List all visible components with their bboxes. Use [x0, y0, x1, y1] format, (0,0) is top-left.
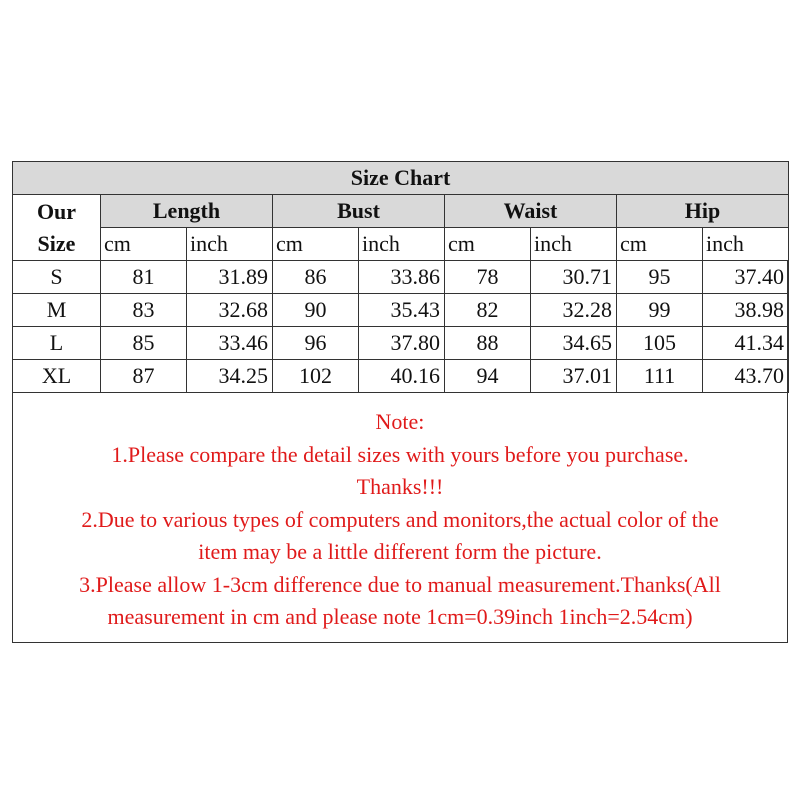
note-line: item may be a little different form the picture.	[198, 539, 602, 564]
note-heading: Note:	[375, 409, 425, 434]
unit-header-cm: cm	[273, 228, 359, 261]
hip-cm: 105	[617, 327, 703, 360]
unit-header-inch: inch	[359, 228, 445, 261]
unit-header-cm: cm	[617, 228, 703, 261]
group-header-waist: Waist	[445, 195, 617, 228]
size-label: M	[13, 294, 101, 327]
unit-header-cm: cm	[445, 228, 531, 261]
unit-header-inch: inch	[703, 228, 789, 261]
unit-header-inch: inch	[531, 228, 617, 261]
unit-header-inch: inch	[187, 228, 273, 261]
our-size-line-1: Our	[36, 198, 77, 224]
waist-cm: 82	[445, 294, 531, 327]
table-row	[13, 294, 789, 327]
length-inch: 32.68	[187, 294, 273, 327]
our-size-header	[13, 195, 101, 261]
length-inch: 31.89	[187, 261, 273, 294]
waist-cm: 88	[445, 327, 531, 360]
our-size-line-2: Size	[37, 230, 76, 256]
note-line: 3.Please allow 1-3cm difference due to manual measurement.Thanks(All	[79, 571, 721, 597]
length-cm: 81	[101, 261, 187, 294]
waist-inch: 37.01	[531, 360, 617, 393]
bust-inch: 35.43	[359, 294, 445, 327]
bust-cm: 102	[273, 360, 359, 393]
hip-inch: 41.34	[703, 327, 789, 360]
length-cm: 85	[101, 327, 187, 360]
note-line: 1.Please compare the detail sizes with yours before you purchase.	[111, 441, 689, 467]
table-row	[13, 261, 789, 294]
waist-inch: 34.65	[531, 327, 617, 360]
group-header-length: Length	[101, 195, 273, 228]
group-header-row	[13, 195, 789, 228]
title-row	[13, 162, 789, 195]
bust-cm: 96	[273, 327, 359, 360]
unit-header-row	[13, 228, 789, 261]
hip-cm: 95	[617, 261, 703, 294]
hip-inch: 37.40	[703, 261, 789, 294]
table-row	[13, 327, 789, 360]
length-inch: 34.25	[187, 360, 273, 393]
length-inch: 33.46	[187, 327, 273, 360]
notes-section	[12, 406, 788, 634]
bust-inch: 37.80	[359, 327, 445, 360]
hip-cm: 99	[617, 294, 703, 327]
size-label: S	[13, 261, 101, 294]
size-label: L	[13, 327, 101, 360]
length-cm: 87	[101, 360, 187, 393]
size-chart-table	[12, 161, 789, 393]
waist-cm: 94	[445, 360, 531, 393]
group-header-bust: Bust	[273, 195, 445, 228]
note-line: Thanks!!!	[356, 474, 444, 499]
bust-cm: 90	[273, 294, 359, 327]
bust-inch: 33.86	[359, 261, 445, 294]
hip-inch: 38.98	[703, 294, 789, 327]
bust-inch: 40.16	[359, 360, 445, 393]
waist-cm: 78	[445, 261, 531, 294]
bust-cm: 86	[273, 261, 359, 294]
hip-cm: 111	[617, 360, 703, 393]
size-chart-title: Size Chart	[13, 162, 789, 195]
unit-header-cm: cm	[101, 228, 187, 261]
group-header-hip: Hip	[617, 195, 789, 228]
size-label: XL	[13, 360, 101, 393]
length-cm: 83	[101, 294, 187, 327]
waist-inch: 30.71	[531, 261, 617, 294]
hip-inch: 43.70	[703, 360, 789, 393]
table-row	[13, 360, 789, 393]
note-line: 2.Due to various types of computers and monitors,the actual color of the	[81, 506, 719, 532]
note-line: measurement in cm and please note 1cm=0.39inch 1inch=2.54cm)	[107, 604, 693, 629]
waist-inch: 32.28	[531, 294, 617, 327]
